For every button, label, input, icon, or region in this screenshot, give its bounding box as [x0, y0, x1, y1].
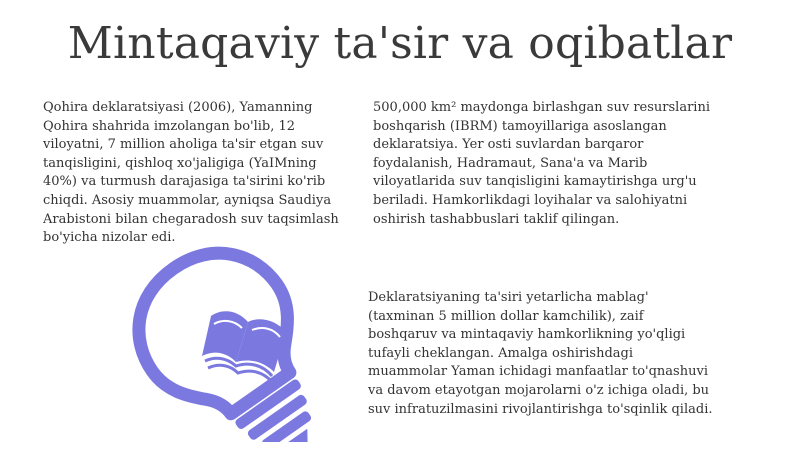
- paragraph-cairo-declaration: Qohira deklaratsiyasi (2006), Yamanning Qohira shahrida imzolangan bo'lib, 12 viloyatni, 7 million aholiga ta'sir etgan suv tanqisligini, qishloq xo'jaligiga (YaIMning 40%) va turmush darajasiga ta'sirini ko'rib chiqdi. Asosiy muammolar, ayniqsa Saudiya Arabistoni bilan chegaradosh suv taqsimlash bo'yicha nizolar edi.: [43, 100, 339, 246]
- lightbulb-with-book-icon: [126, 244, 326, 442]
- slide-title: Mintaqaviy ta'sir va oqibatlar: [67, 18, 733, 69]
- paragraph-ibrm-principles: 500,000 km² maydonga birlashgan suv resurslarini boshqarish (IBRM) tamoyillariga asoslangan deklaratsiya. Yer osti suvlardan barqaror foydalanish, Hadramaut, Sana'a va Marib viloyatlarida suv tanqisligini kamaytirishga urg'u beriladi. Hamkorlikdagi loyihalar va salohiyatni oshirish tashabbuslari taklif qilingan.: [373, 100, 710, 227]
- paragraph-impact-limitations: Deklaratsiyaning ta'siri yetarlicha mablag' (taxminan 5 million dollar kamchilik), zaif boshqaruv va mintaqaviy hamkorlikning yo'qligi tufayli cheklangan. Amalga oshirishdagi muammolar Yaman ichidagi manfaatlar to'qnashuvi va davom etayotgan mojarolarni o'z ichiga oladi, bu suv infratuzilmasini rivojlantirishga to'sqinlik qiladi.: [368, 290, 713, 417]
